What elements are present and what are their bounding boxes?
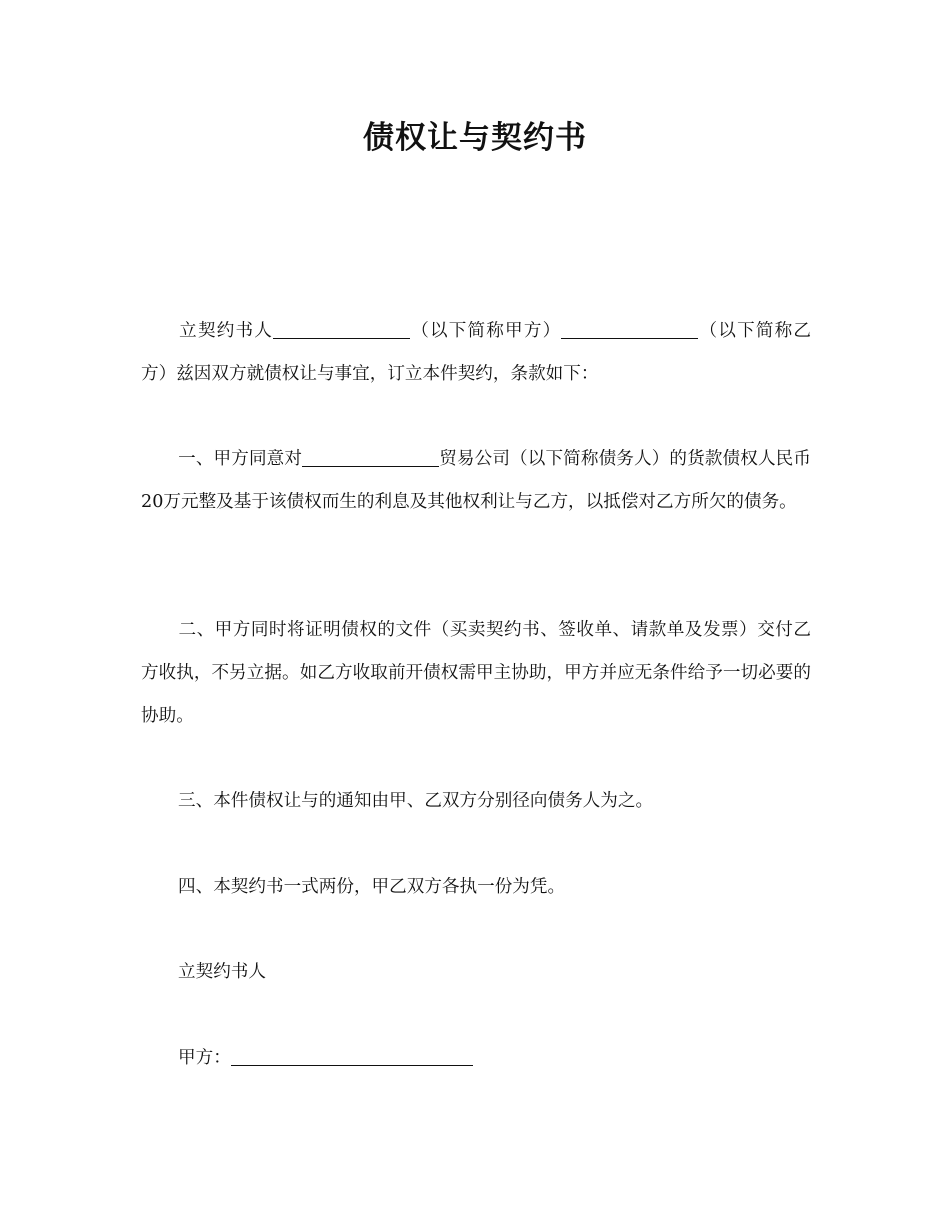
clause-3-text: 三、本件债权让与的通知由甲、乙双方分别径向债务人为之。 <box>178 791 654 811</box>
clause-3-paragraph <box>141 780 811 823</box>
party-a-name-blank <box>273 318 410 339</box>
party-a-signature-blank <box>231 1045 473 1066</box>
clause-1-text-2: 贸易公司（以下简称债务人）的货款债权人民币20万元整及基于该债权而生的利息及其他权利让与乙方，以抵偿对乙方所欠的债务。 <box>141 449 811 512</box>
clause-4-paragraph <box>141 866 811 909</box>
intro-text-1: 立契约书人 <box>178 321 274 341</box>
party-b-name-blank <box>561 318 698 339</box>
intro-paragraph <box>141 310 811 396</box>
clause-1-paragraph <box>141 438 811 524</box>
signers-label-paragraph <box>141 951 811 994</box>
clause-4-text: 四、本契约书一式两份，甲乙双方各执一份为凭。 <box>178 877 566 897</box>
intro-text-3: （以下简称乙方）兹因双方就债权让与事宜，订立本件契约，条款如下： <box>141 321 811 384</box>
clause-2-text: 二、甲方同时将证明债权的文件（买卖契约书、签收单、请款单及发票）交付乙方收执，不另立据。如乙方收取前开债权需甲主协助，甲方并应无条件给予一切必要的协助。 <box>141 620 811 726</box>
signers-label: 立契约书人 <box>178 962 266 982</box>
clause-2-paragraph <box>141 609 811 738</box>
intro-text-2: （以下简称甲方） <box>410 321 562 341</box>
document-title: 债权让与契约书 <box>363 120 587 156</box>
party-a-signature-line <box>141 1037 811 1080</box>
trading-company-name-blank <box>302 446 439 467</box>
clause-1-text-1: 一、甲方同意对 <box>178 449 303 469</box>
party-a-label: 甲方： <box>178 1048 231 1068</box>
